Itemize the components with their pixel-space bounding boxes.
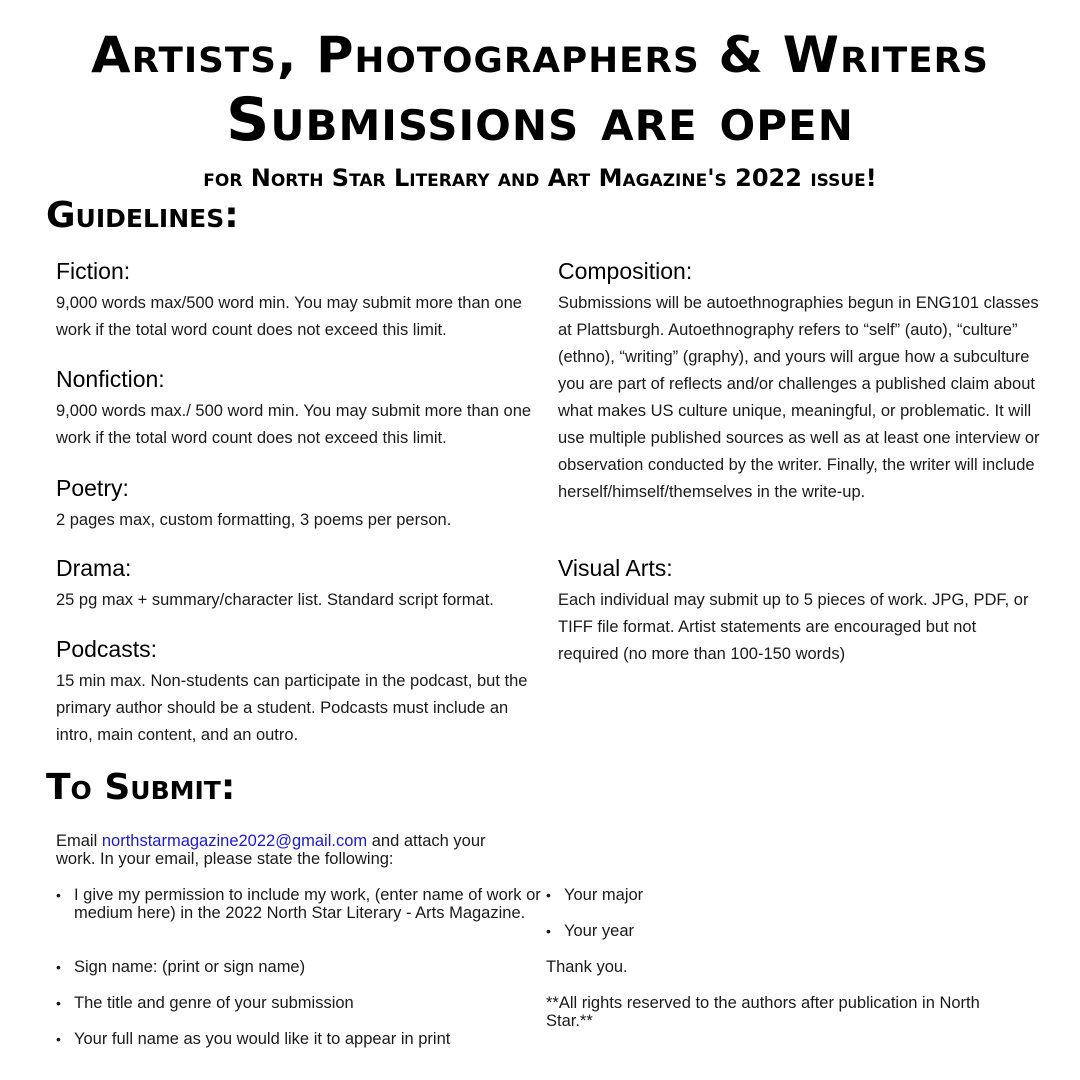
to-submit-heading: To Submit: <box>46 767 236 808</box>
section-fiction <box>56 259 546 344</box>
section-title-drama: Drama: <box>56 555 132 581</box>
guidelines-heading: Guidelines: <box>46 195 239 236</box>
section-body-podcasts: 15 min max. Non-students can participate in the podcast, but the primary author should be a student. Podcasts must include an intro, main content, and an outro. <box>56 672 528 745</box>
section-poetry <box>56 476 546 534</box>
list-item-year: • Your year <box>546 922 1034 940</box>
list-item-permission: • I give my permission to include my work, (enter name of work or medium here) in the 2022 North Star Literary - Arts Magazine. <box>56 886 544 922</box>
section-body-poetry: 2 pages max, custom formatting, 3 poems per person. <box>56 511 452 530</box>
section-body-composition: Submissions will be autoethnographies begun in ENG101 classes at Plattsburgh. Autoethnography refers to “self” (auto), “culture” (ethno), “writing” (graphy), and yours will argue how a subculture you are part of reflects and/or challenges a published claim about what makes US culture unique, meaningful, or problematic. It will use multiple published sources as well as at least one interview or observation conducted by the writer. Finally, the writer will include herself/himself/themselves in the write-up. <box>558 294 1040 502</box>
section-title-visual-arts: Visual Arts: <box>558 555 673 581</box>
section-podcasts <box>56 637 536 749</box>
section-title-poetry: Poetry: <box>56 475 129 501</box>
section-nonfiction <box>56 367 546 452</box>
headline-submissions-open: Submissions are open <box>226 85 854 155</box>
section-title-fiction: Fiction: <box>56 258 131 284</box>
thank-you-text: Thank you. <box>546 958 628 976</box>
list-item-major: • Your major <box>546 886 1034 904</box>
section-title-nonfiction: Nonfiction: <box>56 366 165 392</box>
submit-intro <box>56 832 526 868</box>
section-visual-arts <box>558 556 1040 668</box>
section-drama <box>56 556 546 614</box>
section-body-fiction: 9,000 words max/500 word min. You may submit more than one work if the total word count does not exceed this limit. <box>56 294 522 340</box>
headline-issue: for North Star Literary and Art Magazine's 2022 issue! <box>203 164 877 192</box>
section-title-podcasts: Podcasts: <box>56 636 157 662</box>
list-item-sign-name: • Sign name: (print or sign name) <box>56 958 544 976</box>
email-link[interactable]: northstarmagazine2022@gmail.com <box>101 832 368 850</box>
section-body-visual-arts: Each individual may submit up to 5 pieces of work. JPG, PDF, or TIFF file format. Artist statements are encouraged but not required (no more than 100-150 words) <box>558 591 1029 664</box>
section-body-nonfiction: 9,000 words max./ 500 word min. You may submit more than one work if the total word count does not exceed this limit. <box>56 402 532 448</box>
headline-audience: Artists, Photographers & Writers <box>91 26 989 84</box>
submit-intro-suffix: and attach your work. In your email, please state the following: <box>56 832 486 868</box>
list-item-full-name: • Your full name as you would like it to appear in print <box>56 1030 544 1048</box>
rights-notice: **All rights reserved to the authors after publication in North Star.** <box>546 994 980 1030</box>
section-body-drama: 25 pg max + summary/character list. Standard script format. <box>56 591 494 610</box>
submit-intro-prefix: Email <box>56 832 102 850</box>
list-item-title-genre: • The title and genre of your submission <box>56 994 544 1012</box>
section-composition <box>558 259 1040 506</box>
section-title-composition: Composition: <box>558 258 693 284</box>
